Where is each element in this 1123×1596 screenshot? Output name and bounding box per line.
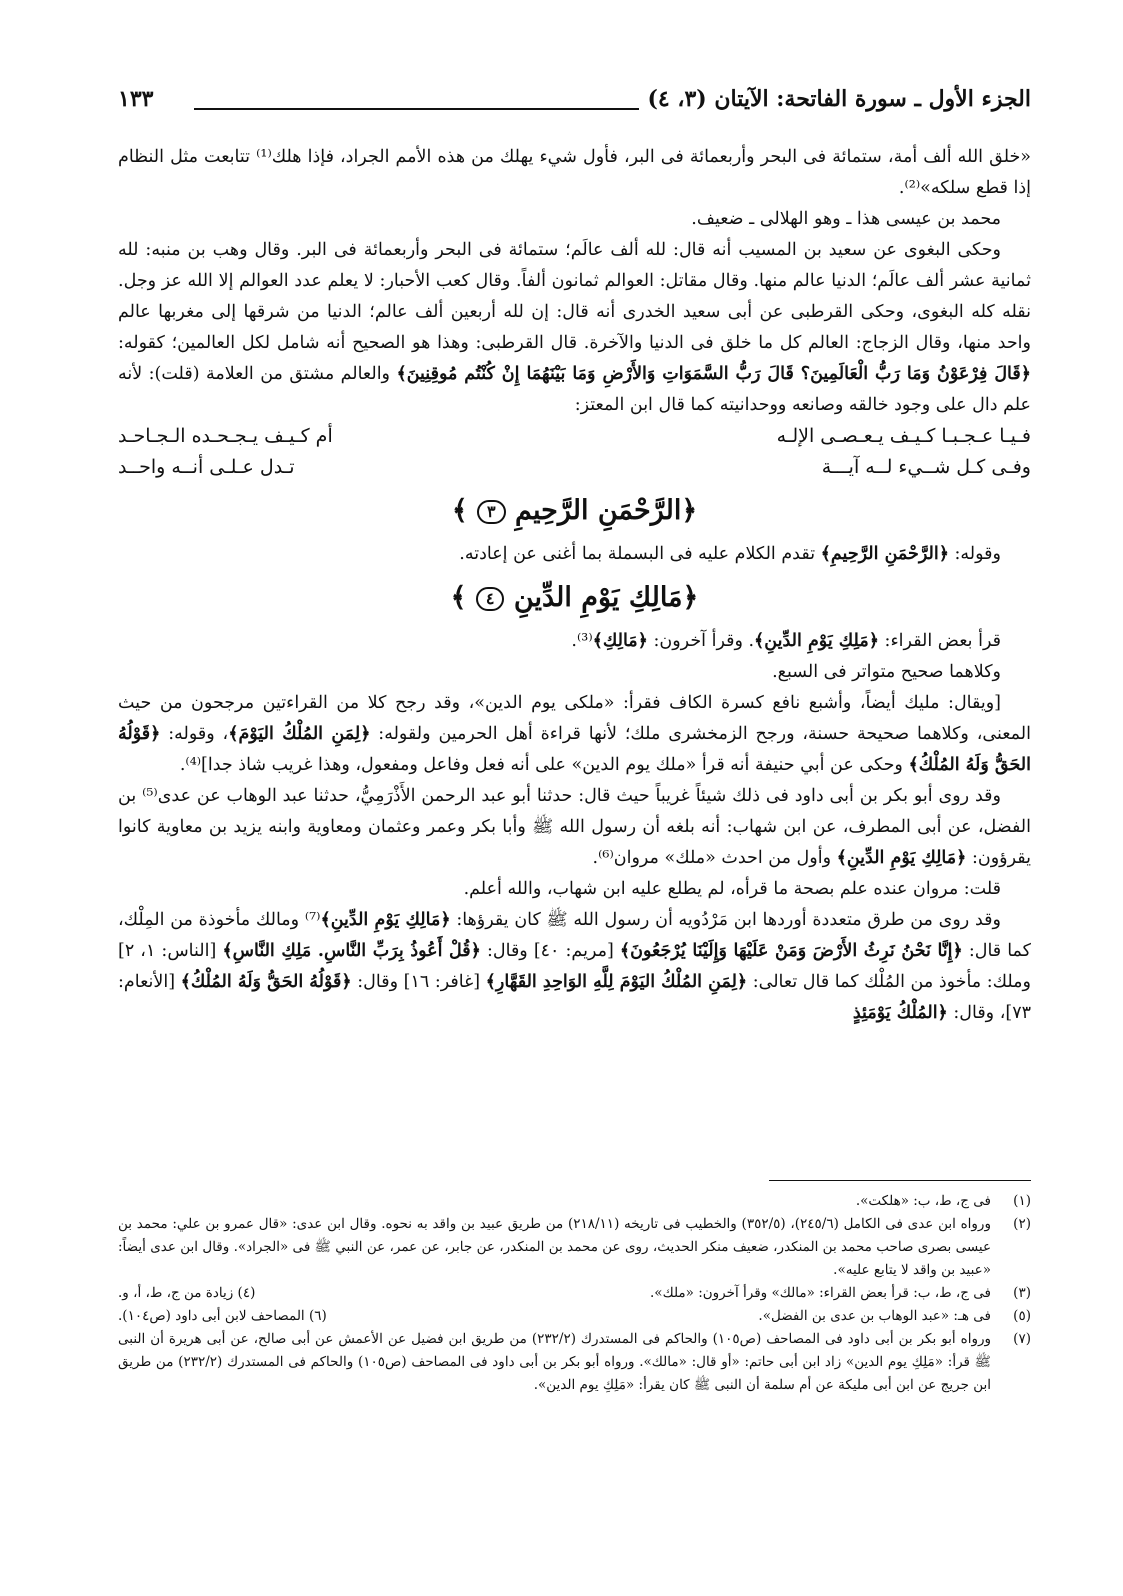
paragraph-text: ⁽⁷⁾ ومالك مأخوذة من المِلْك، كما قال: xyxy=(118,910,1031,961)
footnote xyxy=(118,1282,1031,1305)
paragraph-text: [مريم: ٤٠] وقال: xyxy=(480,941,620,961)
ayah-heading xyxy=(118,483,1031,539)
paragraph-text: . وقرأ آخرون: xyxy=(647,631,755,651)
paragraph xyxy=(118,235,1031,421)
footnote-number: (١) xyxy=(1013,1193,1031,1209)
quran-quote: ﴿المُلْكُ يَوْمَئِذٍ xyxy=(852,1003,948,1023)
main-text xyxy=(118,142,1031,1029)
footnote-rule xyxy=(769,1180,1031,1181)
quran-quote: ﴿مَالِكِ يَوْمِ الدِّينِ﴾ xyxy=(320,910,451,930)
ayah-number-badge: ٣ xyxy=(477,500,506,524)
paragraph xyxy=(118,688,1031,781)
paragraph xyxy=(118,905,1031,1029)
paragraph-text: [ويقال: مليك أيضاً، وأشبع نافع كسرة الكاف فقرأ: «ملكى يوم الدين»، وقد رجح كلا من القراءتين مرجحون من حيث المعنى، وكلاهما صحيحة حسنة، ورجح الزمخشرى ملك؛ لأنها قراءة أهل الحرمين ولقوله: xyxy=(118,693,1031,744)
paragraph-text: وأول من احدث «ملك» مروان⁽⁶⁾. xyxy=(592,848,837,868)
footnote-text: ورواه ابن عدى فى الكامل (٢٤٥/٦)، (٣٥٢/٥) والخطيب فى تاريخه (٢١٨/١١) من طريق عبيد بن واقد به نحوه. وقال ابن عدى: «قال عمرو بن علي: محمد بن عيسى بصرى صاحب محمد بن المنكدر، ضعيف منكر الحديث، روى عن محمد بن المنكدر، عن جابر، عن عمر، عن النبي ﷺ فى «الجراد». وقال ابن عدى أيضاً: «عبيد بن واقد لا يتابع عليه». xyxy=(118,1216,991,1278)
footnote xyxy=(118,1190,1031,1213)
paragraph-text: ، وقوله: xyxy=(160,724,229,744)
ayah-heading-text: ﴿مَالِكِ يَوْمِ الدِّينِ xyxy=(513,582,699,613)
footnotes xyxy=(118,1190,1031,1397)
verse-hemistich-left: تـدل عـلـى أنــه واحــد xyxy=(118,456,295,478)
paragraph-text: تقدم الكلام عليه فى البسملة بما أغنى عن إعادته. xyxy=(459,544,821,564)
footnote xyxy=(118,1213,1031,1282)
paragraph: وكلاهما صحيح متواتر فى السبع. xyxy=(772,662,1001,682)
footnote xyxy=(118,1328,1031,1397)
footnote-text: فى ج، ط، ب: قرأ بعض القراء: «مالك» وقرأ آخرون: «ملك». xyxy=(650,1285,991,1301)
paragraph-text: قرأ بعض القراء: xyxy=(878,631,1001,651)
footnote-text: (٤) زيادة من ج، ط، أ، و. xyxy=(118,1285,256,1301)
poem-verse xyxy=(118,421,1031,452)
header-title: الجزء الأول ـ سورة الفاتحة: الآيتان (٣، ٤) xyxy=(647,86,1031,112)
paragraph: «خلق الله ألف أمة، ستمائة فى البحر وأربعمائة فى البر، فأول شيء يهلك من هذه الأمم الجراد، فإذا هلك⁽¹⁾ تتابعت مثل النظام إذا قطع سلكه»⁽²⁾. xyxy=(118,147,1032,198)
footnote-text: فى هـ: «عبد الوهاب بن عدى بن الفضل». xyxy=(758,1308,991,1324)
footnote-text: ورواه أبو بكر بن أبى داود فى المصاحف (ص١٠٥) والحاكم فى المستدرك (٢٣٢/٢) من طريق ابن فضيل عن الأعمش عن أبى صالح، عن أبى هريرة أن النبى ﷺ قرأ: «مَلِكِ يوم الدين» زاد ابن أبى حاتم: «أو قال: «مالك». ورواه أبو بكر بن أبى داود فى المصاحف (ص١٠٥) والحاكم فى المستدرك (٢٣٢/٢) من طريق ابن جريج عن ابن أبى مليكة عن أم سلمة أن النبى ﷺ كان يقرأ: «مَلِكِ يوم الدين». xyxy=(118,1331,992,1393)
paragraph-text: [الناس: ١، ٢] وملك: مأخوذ من المُلْك كما قال تعالى: xyxy=(118,941,1032,992)
footnote-text: فى ج، ط، ب: «هلكت». xyxy=(855,1193,991,1209)
paragraph-text: وقد روى من طرق متعددة أوردها ابن مَرْدُويه أن رسول الله ﷺ كان يقرؤها: xyxy=(450,910,1001,930)
verse-hemistich-right: فـيـا عـجـبـا كـيـف يـعـصـى الإلـه xyxy=(776,425,1031,447)
ayah-number-badge: ٤ xyxy=(476,587,505,611)
paragraph-text: وقوله: xyxy=(948,544,1001,564)
quran-quote: ﴿مَالِكِ يَوْمِ الدِّينِ﴾ xyxy=(836,848,967,868)
quran-quote: ﴿قَالَ فِرْعَوْنُ وَمَا رَبُّ الْعَالَمِينَ؟ قَالَ رَبُّ السَّمَوَاتِ وَالأَرْضِ وَمَا بَيْنَهُمَا إِنْ كُنْتُم مُوقِنِينَ﴾ xyxy=(396,364,1031,384)
paragraph xyxy=(118,539,1031,570)
quran-quote: ﴿لِمَنِ المُلْكُ اليَوْمَ﴾ xyxy=(228,724,371,744)
paragraph: قلت: مروان عنده علم بصحة ما قرأه، لم يطلع عليه ابن شهاب، والله أعلم. xyxy=(463,879,1001,899)
quran-quote: ﴿مَالِكِ﴾ xyxy=(592,631,648,651)
paragraph xyxy=(118,626,1031,657)
paragraph-text: وحكى البغوى عن سعيد بن المسيب أنه قال: لله ألف عالَم؛ ستمائة فى البحر وأربعمائة فى البر. وقال وهب بن منبه: لله ثمانية عشر ألف عالَم؛ الدنيا عالم منها. وقال مقاتل: العوالم ثمانون ألفاً. وقال كعب الأحبار: لا يعلم عدد العوالم إلا الله عز وجل. نقله كله البغوى، وحكى القرطبى عن أبى سعيد الخدرى أنه قال: إن لله أربعين ألف عالم؛ الدنيا من شرقها إلى مغربها عالم واحد منها، وقال الزجاج: العالم كل ما خلق فى الدنيا والآخرة. قال القرطبى: وهذا هو الصحيح أنه شامل لكل العالمين؛ كقوله: xyxy=(118,240,1031,353)
footnote-number: (٣) xyxy=(1013,1285,1031,1301)
ayah-heading-close: ﴾ xyxy=(451,495,468,526)
quran-quote: ﴿الرَّحْمَنِ الرَّحِيمِ﴾ xyxy=(820,544,949,564)
ayah-heading xyxy=(118,570,1031,626)
footnote-number: (٥) xyxy=(1013,1308,1031,1324)
verse-hemistich-left: أم كـيـف يـجـحـده الـجـاحـد xyxy=(118,425,333,447)
paragraph-text: ⁽³⁾. xyxy=(571,631,593,651)
paragraph-text: [غافر: ١٦] وقال: xyxy=(351,972,486,992)
header-rule xyxy=(194,108,639,110)
paragraph-text: والعالم مشتق من العلامة (قلت): لأنه علم دال على وجود خالقه وصانعه ووحدانيته كما قال ابن المعتز: xyxy=(118,364,1031,415)
footnote-number: (٢) xyxy=(1013,1216,1031,1232)
paragraph: محمد بن عيسى هذا ـ وهو الهلالى ـ ضعيف. xyxy=(691,209,1001,229)
paragraph xyxy=(118,781,1031,874)
footnote-text-pair xyxy=(118,1305,991,1328)
verse-hemistich-right: وفـى كـل شــيء لــه آيـــة xyxy=(821,456,1031,478)
quran-quote: ﴿إِنَّا نَحْنُ نَرِثُ الأَرْضَ وَمَنْ عَلَيْهَا وَإِلَيْنَا يُرْجَعُونَ﴾ xyxy=(619,941,963,961)
quran-quote: ﴿قَوْلُهُ الحَقُّ وَلَهُ المُلْكُ﴾ xyxy=(180,972,352,992)
quran-quote: ﴿لِمَنِ المُلْكُ اليَوْمَ لِلَّهِ الوَاحِدِ القَهَّارِ﴾ xyxy=(485,972,748,992)
quran-quote: ﴿قُلْ أَعُوذُ بِرَبِّ النَّاسِ. مَلِكِ النَّاسِ﴾ xyxy=(222,941,481,961)
ayah-heading-close: ﴾ xyxy=(450,582,467,613)
quran-quote: ﴿مَلِكِ يَوْمِ الدِّينِ﴾ xyxy=(754,631,879,651)
poem-verse xyxy=(118,452,1031,483)
ayah-heading-text: ﴿الرَّحْمَنِ الرَّحِيمِ xyxy=(515,495,698,526)
quran-quote: ﴿قَوْلُهُ الحَقُّ وَلَهُ المُلْكُ﴾ xyxy=(118,724,1031,775)
paragraph-text: [الأنعام: ٧٣]، وقال: xyxy=(118,972,1031,1023)
footnote-text: (٦) المصاحف لابن أبى داود (ص١٠٤). xyxy=(118,1308,327,1324)
paragraph-text: وحكى عن أبي حنيفة أنه قرأ «ملك يوم الدين» على أنه فعل وفاعل ومفعول، وهذا غريب شاذ جدا]⁽⁴⁾. xyxy=(179,755,909,775)
page-number: ١٣٣ xyxy=(118,86,154,112)
paragraph-text: وقد روى أبو بكر بن أبى داود فى ذلك شيئاً غريباً حيث قال: حدثنا أبو عبد الرحمن الأَذْرَمِيُّ، حدثنا عبد الوهاب عن عدى⁽⁵⁾ بن الفضل، عن أبى المطرف، عن ابن شهاب: أنه بلغه أن رسول الله ﷺ وأبا بكر وعمر وعثمان ومعاوية وابنه يزيد بن معاوية كانوا يقرؤون: xyxy=(118,786,1031,868)
footnote-text-pair xyxy=(118,1282,991,1305)
footnote-number: (٧) xyxy=(1013,1331,1031,1347)
running-header xyxy=(118,86,1031,128)
footnote xyxy=(118,1305,1031,1328)
